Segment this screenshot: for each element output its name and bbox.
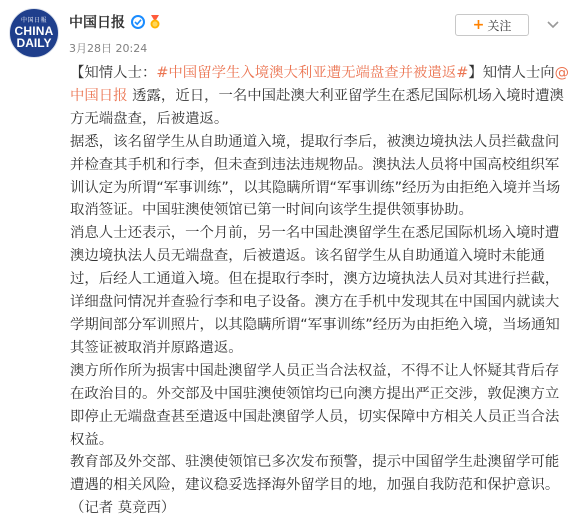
avatar-top-text: 中国日報 (20, 17, 47, 24)
avatar-line2: DAILY (16, 36, 52, 50)
post-header (0, 0, 578, 60)
follow-button[interactable] (455, 14, 529, 36)
intro-prefix: 【知情人士： (70, 65, 157, 81)
chevron-down-icon[interactable] (545, 16, 561, 32)
follow-label: 关注 (487, 18, 512, 33)
paragraph-3: 消息人士还表示，一个月前，另一名中国赴澳留学生在悉尼国际机场入境时遭澳边境执法人员无端盘查，后被遣返。该名留学生从自助通道入境时未能通过，后经人工通道入境。但在提取行李时，澳方边境执法人员对其进行拦截，详细盘问情况并查验行李和电子设备。澳方在手机中发现其在中国国内就读大学期间部分军训照片，以其隐瞒所谓“军事训练”经历为由拒绝入境，当场通知其签证被取消并原路遣返。 (70, 225, 560, 356)
topic-link[interactable]: #中国留学生入境澳大利亚遭无端盘查并被遣返# (156, 65, 469, 81)
avatar[interactable] (9, 8, 59, 58)
paragraph-5: 教育部及外交部、驻澳使领馆已多次发布预警，提示中国留学生赴澳留学可能遭遇的相关风险，建议稳妥选择海外留学目的地，加强自我防范和保护意识。（记者 莫竞西） (70, 454, 560, 517)
intro-middle: 】知情人士向 (468, 65, 555, 81)
paragraph-2: 据悉，该名留学生从自助通道入境，提取行李后，被澳边境执法人员拦截盘问并检查其手机和行李，但未查到违法违规物品。澳执法人员将中国高校组织军训认定为所谓“军事训练”，以其隐瞒所谓“军事训练”经历为由拒绝入境并当场取消签证。中国驻澳使领馆已第一时间向该学生提供领事协助。 (70, 133, 561, 219)
mention-link[interactable]: @中国日报 (70, 65, 570, 104)
verified-icon (131, 15, 145, 29)
paragraph-1 (70, 62, 570, 131)
timestamp[interactable]: 3月28日 20:24 (69, 42, 148, 55)
intro-suffix: 透露，近日，一名中国赴澳大利亚留学生在悉尼国际机场入境时遭澳方无端盘查，后被遣返。 (70, 87, 564, 127)
avatar-line1: CHINA (14, 24, 54, 38)
plus-icon: + (472, 17, 485, 33)
name-row (69, 12, 162, 32)
medal-icon (148, 15, 162, 29)
account-name[interactable]: 中国日报 (69, 15, 125, 31)
paragraph-4: 澳方所作所为损害中国赴澳留学人员正当合法权益，不得不让人怀疑其背后存在政治目的。外交部及中国驻澳使领馆均已向澳方提出严正交涉，敦促澳方立即停止无端盘查甚至遣返中国赴澳留学人员，切实保障中方相关人员正当合法权益。 (70, 362, 560, 448)
post-content (70, 62, 570, 520)
